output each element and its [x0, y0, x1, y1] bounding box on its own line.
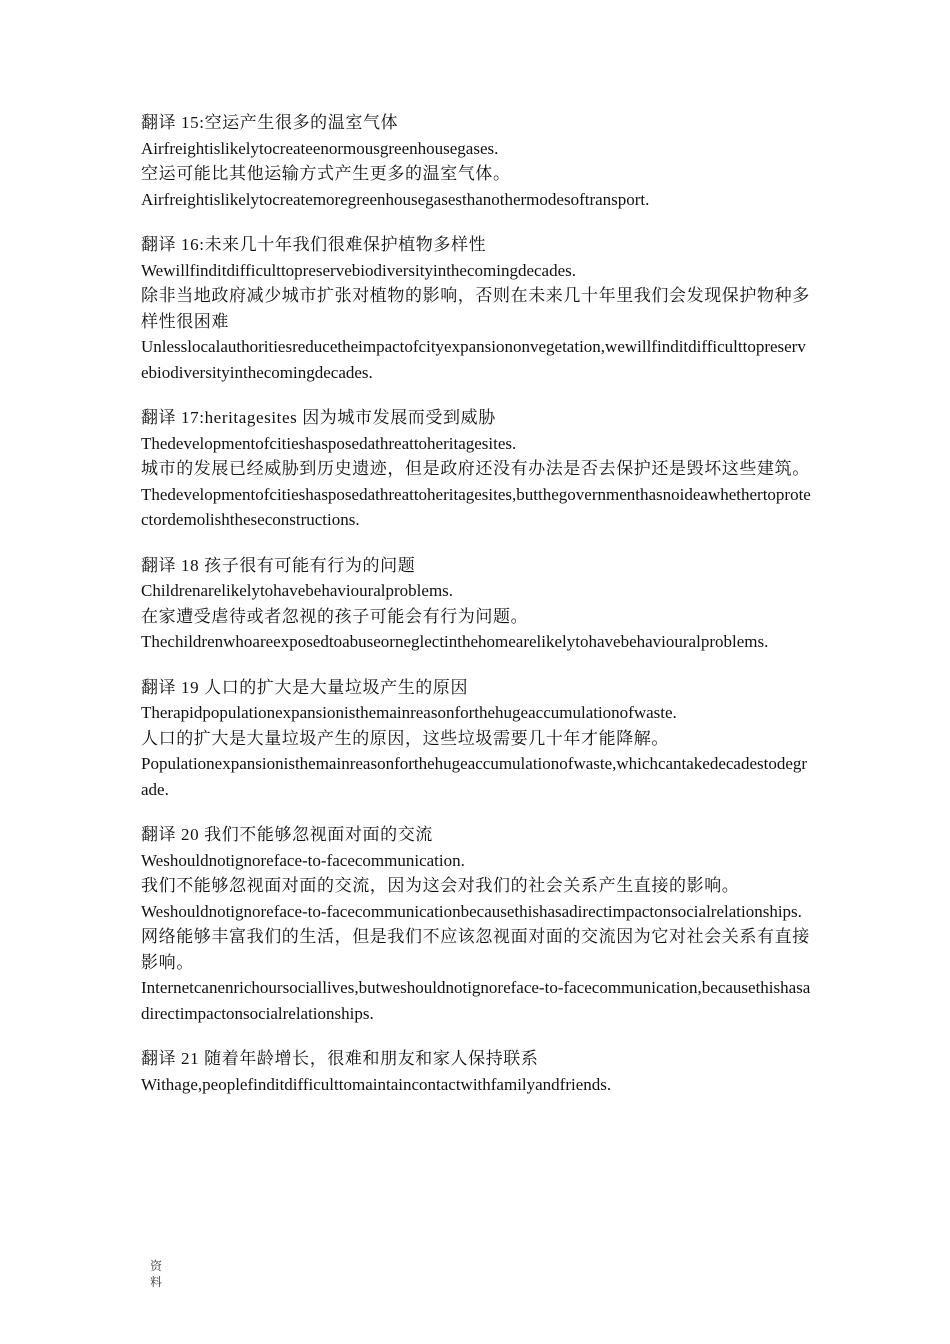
sentence-18-en-expanded: Thechildrenwhoareexposedtoabuseorneglectinthehomearelikelytohavebehaviouralproblems. [141, 632, 769, 651]
sentence-20-en-expanded: Weshouldnotignoreface-to-facecommunicationbecausethishasadirectimpactonsocialrelationships. [141, 901, 802, 921]
sentence-16-en-expanded: Unlesslocalauthoritiesreducetheimpactofcityexpansiononvegetation,wewillfinditdifficulttopreservebiodiversityinthecomingdecades. [141, 337, 806, 382]
sentence-17-en: Thedevelopmentofcitieshasposedathreattoheritagesites. [141, 433, 517, 453]
sentence-19-zh-expanded: 人口的扩大是大量垃圾产生的原因，这些垃圾需要几十年才能降解。 [141, 728, 669, 748]
heading-19: 翻译 19 人口的扩大是大量垃圾产生的原因 [141, 677, 469, 697]
sentence-15-zh-expanded: 空运可能比其他运输方式产生更多的温室气体。 [141, 164, 511, 183]
sentence-16-zh-expanded: 除非当地政府减少城市扩张对植物的影响，否则在未来几十年里我们会发现保护物种多样性很困难 [141, 286, 810, 331]
translation-18 [141, 553, 813, 655]
sentence-19-en-expanded: Populationexpansionisthemainreasonforthehugeaccumulationofwaste,whichcantakedecadestodegrade. [141, 754, 808, 799]
sentence-18-en: Childrenarelikelytohavebehaviouralproblems. [141, 581, 454, 600]
sentence-17-en-expanded: Thedevelopmentofcitieshasposedathreattoheritagesites,butthegovernmenthasnoideawhethertoprotectordemolishtheseconstructions. [141, 484, 811, 529]
heading-16: 翻译 16:未来几十年我们很难保护植物多样性 [141, 235, 487, 254]
translation-20 [141, 822, 813, 1026]
sentence-20-zh-expanded: 我们不能够忽视面对面的交流，因为这会对我们的社会关系产生直接的影响。 [141, 876, 740, 895]
sentence-18-zh-expanded: 在家遭受虐待或者忽视的孩子可能会有行为问题。 [141, 606, 529, 626]
heading-18: 翻译 18 孩子很有可能有行为的问题 [141, 555, 416, 575]
page-footer-note: 资料 [150, 1259, 163, 1289]
sentence-17-zh-expanded: 城市的发展已经威胁到历史遗迹，但是政府还没有办法是否去保护还是毁坏这些建筑。 [141, 459, 810, 478]
sentence-19-en: Therapidpopulationexpansionisthemainreasonforthehugeaccumulationofwaste. [141, 703, 677, 722]
sentence-16-en: Wewillfinditdifficulttopreservebiodiversityinthecomingdecades. [141, 260, 577, 280]
heading-15: 翻译 15:空运产生很多的温室气体 [141, 113, 399, 132]
translation-21 [141, 1046, 813, 1097]
sentence-20-zh-extra: 网络能够丰富我们的生活，但是我们不应该忽视面对面的交流因为它对社会关系有直接影响。 [141, 927, 810, 972]
translation-15 [141, 110, 813, 212]
heading-17: 翻译 17:heritagesites 因为城市发展而受到威胁 [141, 408, 496, 427]
sentence-15-en-expanded: Airfreightislikelytocreatemoregreenhousegasesthanothermodesoftransport. [141, 189, 650, 209]
translation-17 [141, 405, 813, 533]
heading-20: 翻译 20 我们不能够忽视面对面的交流 [141, 825, 433, 844]
sentence-15-en: Airfreightislikelytocreateenormousgreenhousegases. [141, 138, 499, 158]
heading-21: 翻译 21 随着年龄增长，很难和朋友和家人保持联系 [141, 1049, 539, 1068]
document-body [141, 110, 813, 1117]
sentence-20-en: Weshouldnotignoreface-to-facecommunication. [141, 850, 465, 870]
sentence-21-en: Withage,peoplefinditdifficulttomaintaincontactwithfamilyandfriends. [141, 1074, 612, 1094]
translation-16 [141, 232, 813, 385]
sentence-20-en-extra: Internetcanenrichoursociallives,butweshouldnotignoreface-to-facecommunication,becausethishasadirectimpactonsocialrelationships. [141, 978, 811, 1023]
translation-19 [141, 675, 813, 803]
